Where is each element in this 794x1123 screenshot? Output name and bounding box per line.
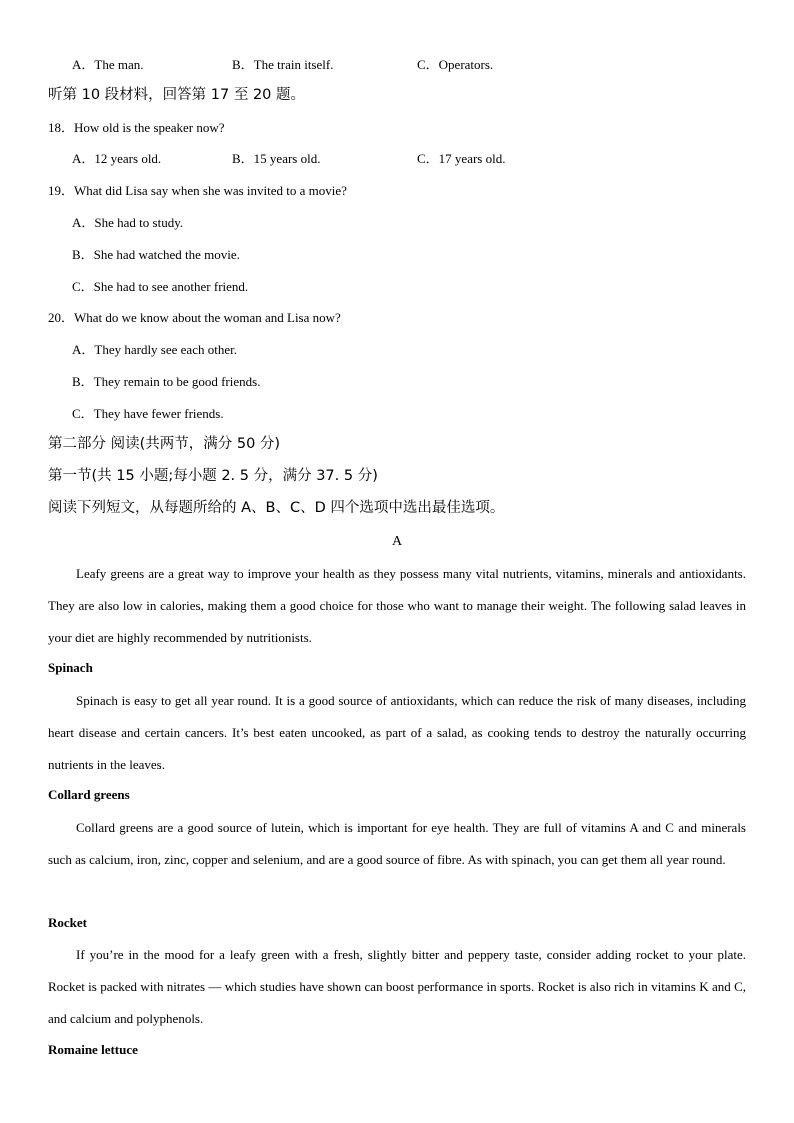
passage-intro: Leafy greens are a great way to improve your health as they possess many vital nutrients, vitamins, minerals and antioxidants. They are also low in calories, making them a good choice for those who want to manage their weight. The following salad leaves in your diet are highly recommended by nutritionists. xyxy=(48,566,746,645)
part2-heading: 第二部分 阅读(共两节，满分 50 分) xyxy=(48,436,281,452)
romaine-title: Romaine lettuce xyxy=(48,1042,138,1057)
q18-option-b: B．15 years old. xyxy=(232,151,321,166)
spinach-title: Spinach xyxy=(48,660,93,675)
q17-option-b: B．The train itself. xyxy=(232,57,334,72)
section1-heading: 第一节(共 15 小题;每小题 2. 5 分，满分 37. 5 分) xyxy=(48,468,378,484)
passage-label: A xyxy=(391,534,403,549)
collard-title: Collard greens xyxy=(48,787,130,802)
q20-stem: 20．What do we know about the woman and Lisa now? xyxy=(48,310,341,325)
q18-option-a: A．12 years old. xyxy=(72,151,162,166)
q20-option-c: C．They have fewer friends. xyxy=(72,406,224,421)
reading-instruction: 阅读下列短文，从每题所给的 A、B、C、D 四个选项中选出最佳选项。 xyxy=(48,500,505,516)
q20-option-b: B．They remain to be good friends. xyxy=(72,374,261,389)
q19-option-c: C．She had to see another friend. xyxy=(72,279,249,294)
q18-option-c: C．17 years old. xyxy=(417,151,506,166)
rocket-text: If you’re in the mood for a leafy green with a fresh, slightly bitter and peppery taste, consider adding rocket to your plate. Rocket is packed with nitrates — which studies have shown can boost performance in sports. Rocket is also rich in vitamins K and C, and calcium and polyphenols. xyxy=(48,947,746,1026)
q17-option-a: A．The man. xyxy=(72,57,144,72)
q19-stem: 19．What did Lisa say when she was invited to a movie? xyxy=(48,183,347,198)
q20-option-a: A．They hardly see each other. xyxy=(72,342,237,357)
q17-option-c: C．Operators. xyxy=(417,57,494,72)
rocket-title: Rocket xyxy=(48,915,87,930)
q19-option-b: B．She had watched the movie. xyxy=(72,247,240,262)
section10-intro: 听第 10 段材料，回答第 17 至 20 题。 xyxy=(48,87,306,103)
collard-text: Collard greens are a good source of lutein, which is important for eye health. They are full of vitamins A and C and minerals such as calcium, iron, zinc, copper and selenium, and are a good source of fibre. As with spinach, you can get them all year round. xyxy=(48,820,746,867)
q19-option-a: A．She had to study. xyxy=(72,215,184,230)
spinach-text: Spinach is easy to get all year round. It is a good source of antioxidants, which can reduce the risk of many diseases, including heart disease and certain cancers. It’s best eaten uncooked, as part of a salad, as cooking tends to destroy the naturally occurring nutrients in the leaves. xyxy=(48,693,746,772)
q18-stem: 18．How old is the speaker now? xyxy=(48,120,225,135)
